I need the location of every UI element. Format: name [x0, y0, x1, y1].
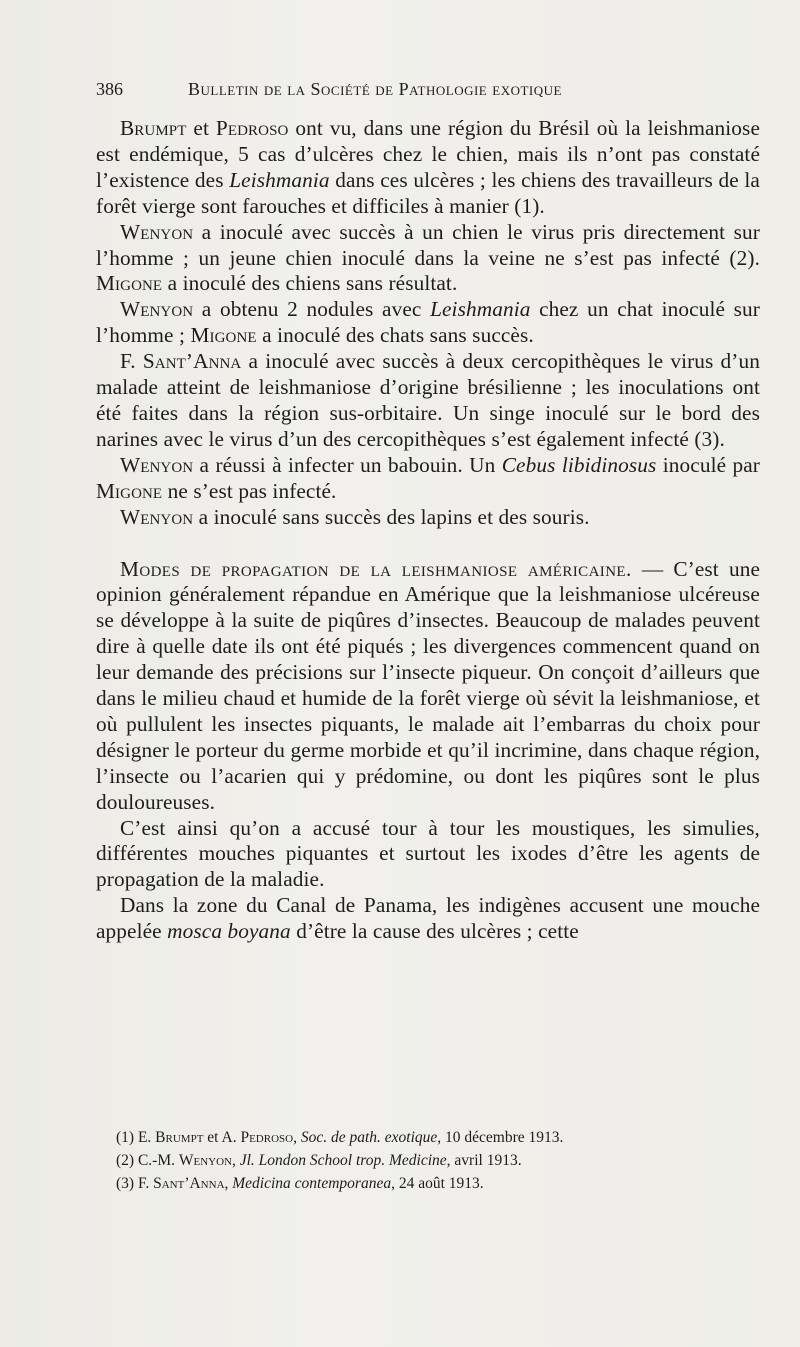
paragraph-8: C’est ainsi qu’on a accusé tour à tour les moustiques, les simulies, différentes mouches piquantes et surtout les ixodes d’être les agents de propagation de la maladie.: [96, 815, 760, 892]
journal-title: Jl. London School trop. Medicine: [239, 1152, 447, 1169]
paragraph-3: Wenyon a obtenu 2 nodules avec Leishmania chez un chat inoculé sur l’homme ; Migone a inoculé des chats sans succès.: [96, 297, 760, 348]
author-name: Wenyon: [120, 219, 194, 244]
journal-title: Medicina contemporanea: [232, 1175, 392, 1192]
author-name: Migone: [96, 478, 163, 503]
author-name: Migone: [190, 323, 257, 348]
species-name: Cebus libidinosus: [501, 452, 657, 477]
section-heading: Modes de propagation de la leishmaniose américaine.: [120, 556, 632, 581]
journal-title: Soc. de path. exotique: [300, 1129, 438, 1146]
body-text: [96, 116, 760, 945]
author-name: Migone: [96, 271, 163, 296]
footnotes: [116, 1126, 746, 1195]
page-number: 386: [96, 79, 123, 99]
author-name: Brumpt: [120, 116, 187, 140]
footnote-2: (2) C.-M. Wenyon, Jl. London School trop. Medicine, avril 1913.: [116, 1152, 522, 1169]
paragraph-5: Wenyon a réussi à infecter un babouin. Un Cebus libidinosus inoculé par Migone ne s’est pas infecté.: [96, 452, 760, 503]
footnote-mark: (3): [116, 1175, 135, 1192]
author-name: Sant’Anna: [153, 1175, 225, 1192]
author-name: Pedroso: [240, 1129, 294, 1146]
species-name: Leishmania: [430, 297, 531, 322]
paragraph-7: Modes de propagation de la leishmaniose américaine. — C’est une opinion généralement répandue en Amérique que la leishmaniose ulcéreuse se développe à la suite de piqûres d’insectes. Beaucoup de malades peuvent dire à quelle date ils ont été piqués ; les divergences commencent quand on leur demande des précisions sur l’insecte piqueur. On conçoit d’ailleurs que dans le milieu chaud et humide de la forêt vierge où sévit la leishmaniose, et où pullulent les insectes piquants, le malade ait l’embarras du choix pour désigner le porteur du germe morbide et qu’il incrimine, dans chaque région, l’insecte ou l’acarien qui y prédomine, ou dont les piqûres sont le plus douloureuses.: [96, 556, 760, 814]
paragraph-9: Dans la zone du Canal de Panama, les indigènes accusent une mouche appelée mosca boyana d’être la cause des ulcères ; cette: [96, 893, 760, 944]
author-name: Wenyon: [178, 1152, 232, 1169]
paragraph-1: Brumpt et Pedroso ont vu, dans une région du Brésil où la leishmaniose est endémique, 5 cas d’ulcères chez le chien, mais ils n’ont pas constaté l’existence des Leishmania dans ces ulcères ; les chiens des travailleurs de la forêt vierge sont farouches et difficiles à manier (1).: [96, 116, 760, 218]
running-header: [96, 74, 736, 104]
running-title: Bulletin de la Société de Pathologie exotique: [188, 79, 562, 99]
paragraph-2: Wenyon a inoculé avec succès à un chien le virus pris directement sur l’homme ; un jeune chien inoculé dans la veine ne s’est pas infecté (2). Migone a inoculé des chiens sans résultat.: [96, 219, 760, 296]
author-name: Sant’Anna: [142, 349, 242, 374]
author-name: Wenyon: [120, 297, 194, 322]
paragraph-4: F. Sant’Anna a inoculé avec succès à deux cercopithèques le virus d’un malade atteint de leishmaniose d’origine brésilienne ; les inoculations ont été faites dans la région sus-orbitaire. Un singe inoculé sur le bord des narines avec le virus d’un des cercopithèques s’est également infecté (3).: [96, 349, 760, 451]
author-name: Brumpt: [155, 1129, 204, 1146]
paragraph-6: Wenyon a inoculé sans succès des lapins et des souris.: [120, 504, 590, 529]
author-name: Wenyon: [120, 504, 194, 529]
author-name: Pedroso: [215, 116, 289, 140]
footnote-1: (1) E. Brumpt et A. Pedroso, Soc. de path. exotique, 10 décembre 1913.: [116, 1129, 564, 1146]
species-name: Leishmania: [229, 167, 330, 192]
section-spacer: [96, 531, 760, 557]
footnote-mark: (2): [116, 1152, 135, 1169]
species-name: mosca boyana: [167, 919, 291, 944]
footnote-3: (3) F. Sant’Anna, Medicina contemporanea, 24 août 1913.: [116, 1175, 484, 1192]
author-name: Wenyon: [120, 452, 194, 477]
footnote-mark: (1): [116, 1129, 135, 1146]
